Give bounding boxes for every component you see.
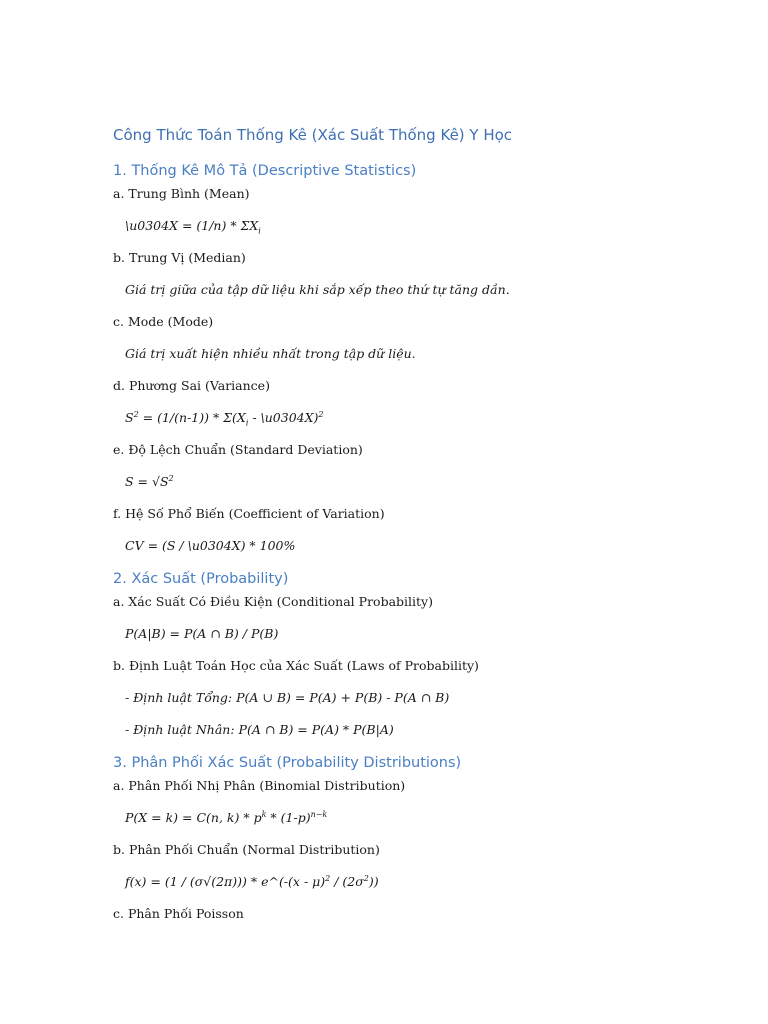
item-variance-label: d. Phương Sai (Variance): [113, 378, 270, 393]
binomial-formula: P(X = k) = C(n, $k) * p^k * (1-p)^{n-k}$: [125, 809, 328, 825]
variance-formula: $S^2 = (1/(n-1)) * \Sigma(X_i$ - \u0304X)$^2$: [125, 409, 324, 428]
item-poisson-label: c. Phân Phối Poisson: [113, 906, 244, 921]
item-laws-label: b. Định Luật Toán Học của Xác Suất (Laws of Probability): [113, 658, 479, 673]
section-heading-descriptive: 1. Thống Kê Mô Tả (Descriptive Statistics): [113, 163, 417, 179]
normal-formula: f(x) = (1 / (σ√(2π))) * e^(-(x - $\mu)^2 / (2\sigma^2)$): [125, 873, 379, 889]
item-mean-label: a. Trung Bình (Mean): [113, 186, 250, 201]
cv-formula: CV = (S / \u0304X) * 100%: [125, 538, 296, 553]
item-conditional-label: a. Xác Suất Có Điều Kiện (Conditional Probability): [113, 594, 433, 609]
law-product-formula: - Định luật Nhân: P(A ∩ B) = P(A) * P(B|A): [125, 722, 394, 737]
item-binomial-label: a. Phân Phối Nhị Phân (Binomial Distribution): [113, 778, 406, 793]
item-mode-label: c. Mode (Mode): [113, 314, 214, 329]
conditional-formula: P(A|B) = P(A ∩ B) / P(B): [125, 626, 279, 641]
law-sum-formula: - Định luật Tổng: P(A ∪ B) = P(A) + P(B) - P(A ∩ B): [125, 690, 450, 705]
mean-formula: \u0304X = $(1/n) * \Sigma X_i$: [125, 218, 261, 236]
median-description: Giá trị giữa của tập dữ liệu khi sắp xếp theo thứ tự tăng dần.: [125, 282, 510, 297]
item-median-label: b. Trung Vị (Median): [113, 250, 246, 265]
item-normal-label: b. Phân Phối Chuẩn (Normal Distribution): [113, 842, 380, 857]
section-heading-probability: 2. Xác Suất (Probability): [113, 571, 289, 587]
item-cv-label: f. Hệ Số Phổ Biến (Coefficient of Variation): [113, 506, 385, 521]
section-heading-distributions: 3. Phân Phối Xác Suất (Probability Distributions): [113, 755, 462, 771]
mode-description: Giá trị xuất hiện nhiều nhất trong tập dữ liệu.: [125, 346, 416, 361]
std-dev-formula: $S = √S^2$: [125, 473, 174, 489]
page-title: Công Thức Toán Thống Kê (Xác Suất Thống Kê) Y Học: [113, 126, 513, 144]
item-std-dev-label: e. Độ Lệch Chuẩn (Standard Deviation): [113, 442, 363, 457]
